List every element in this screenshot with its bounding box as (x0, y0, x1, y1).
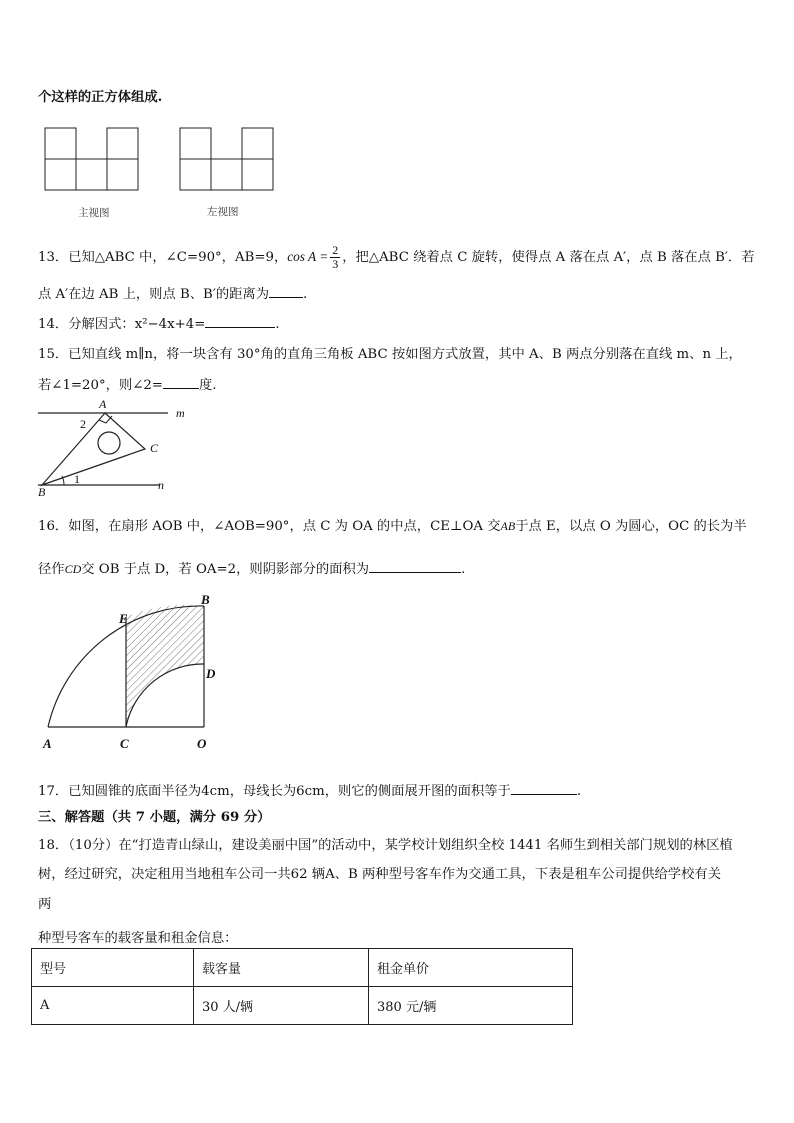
table-cell: 380 元/辆 (369, 987, 573, 1025)
views-figure (40, 124, 280, 194)
q14-line (38, 313, 280, 332)
q13-text-a: 13．已知△ABC 中，∠C=90°，AB=9， (38, 250, 288, 265)
section-heading: 三、解答题（共 7 小题，满分 69 分） (38, 810, 271, 825)
q15-line1: 15．已知直线 m∥n，将一块含有 30°角的直角三角板 ABC 按如图方式放置，其中 A、B 两点分别落在直线 m、n 上， (38, 347, 742, 362)
table-header-cell: 租金单价 (369, 949, 573, 987)
q13-answer-blank[interactable] (269, 285, 303, 298)
q15-line2-end: 度. (198, 378, 217, 393)
table-row (32, 987, 573, 1025)
q13-line2-text: 点 A′在边 AB 上，则点 B、B′的距离为 (38, 287, 270, 302)
q16-text-d: 交 OB 于点 D，若 OA=2，则阴影部分的面积为 (81, 562, 370, 577)
left-view-caption: 左视图 (207, 206, 239, 218)
intro-line: 个这样的正方体组成. (38, 90, 163, 105)
q14-answer-blank[interactable] (205, 315, 275, 328)
front-view-caption: 主视图 (78, 207, 110, 219)
label-A: A (99, 397, 107, 411)
q15-answer-blank[interactable] (163, 376, 199, 389)
q14-text: 14．分解因式：x²−4x+4= (38, 317, 206, 332)
triangle-abc (42, 413, 145, 485)
label-A-q16: A (43, 736, 52, 751)
table-header-cell: 型号 (32, 949, 194, 987)
table-cell: A (32, 987, 194, 1025)
label-C-q16: C (120, 736, 129, 751)
q16-text-b: 于点 E，以点 O 为圆心，OC 的长为半 (515, 519, 747, 534)
q16-text-a: 16．如图，在扇形 AOB 中，∠AOB=90°，点 C 为 OA 的中点，CE⊥OA 交 (38, 519, 501, 534)
label-O: O (197, 736, 207, 751)
q16-line1 (38, 515, 747, 534)
q13-frac-num: 2 (332, 243, 339, 257)
q13-line1 (38, 244, 755, 271)
label-n: n (158, 478, 164, 492)
table-cell: 30 人/辆 (194, 987, 369, 1025)
table-header-cell: 载客量 (194, 949, 369, 987)
q14-end: . (275, 317, 280, 332)
q16-answer-blank[interactable] (369, 560, 461, 573)
q17-answer-blank[interactable] (511, 782, 577, 795)
label-C: C (150, 441, 159, 455)
rental-table (31, 948, 573, 1025)
q18-line3: 两 (38, 897, 52, 912)
label-angle1: 1 (74, 472, 80, 486)
q16-arc-ab: AB (500, 519, 516, 533)
label-D: D (206, 666, 216, 681)
q17-end: . (576, 784, 582, 799)
front-view (45, 128, 138, 190)
q17-text: 17．已知圆锥的底面半径为4cm，母线长为6cm，则它的侧面展开图的面积等于 (38, 784, 511, 799)
q13-line2 (38, 283, 307, 302)
left-view (180, 128, 273, 190)
q16-line2 (38, 558, 465, 577)
q16-end: . (461, 562, 466, 577)
q13-line2-end: . (303, 287, 308, 302)
shaded-region (126, 605, 204, 727)
label-E: E (119, 611, 128, 626)
q16-text-c: 径作 (38, 562, 65, 577)
q18-line2: 树，经过研究，决定租用当地租车公司一共62 辆A、B 两种型号客车作为交通工具，下表是租车公司提供给学校有关 (38, 867, 721, 882)
q16-figure (36, 590, 226, 755)
q15-line2-text: 若∠1=20°，则∠2= (38, 378, 163, 393)
table-header-row (32, 949, 573, 987)
triangle-hole (98, 432, 120, 454)
label-B-q16: B (201, 592, 210, 607)
label-B: B (38, 485, 46, 499)
label-m: m (176, 406, 185, 420)
q13-fraction (330, 244, 340, 271)
q15-line2 (38, 374, 216, 393)
q17-line (38, 780, 581, 799)
q18-line4: 种型号客车的载客量和租金信息： (38, 931, 238, 946)
q13-cos: cos A = (287, 249, 329, 264)
q18-line1: 18．（10分）在“打造青山绿山，建设美丽中国”的活动中，某学校计划组织全校 1441 名师生到相关部门规划的林区植 (38, 838, 733, 853)
label-angle2: 2 (80, 417, 86, 431)
q16-arc-cd: CD (64, 562, 82, 576)
q13-frac-den: 3 (332, 257, 339, 271)
q15-figure (34, 396, 194, 500)
q13-text-b: ，把△ABC 绕着点 C 旋转，使得点 A 落在点 A′，点 B 落在点 B′．若 (342, 250, 755, 265)
